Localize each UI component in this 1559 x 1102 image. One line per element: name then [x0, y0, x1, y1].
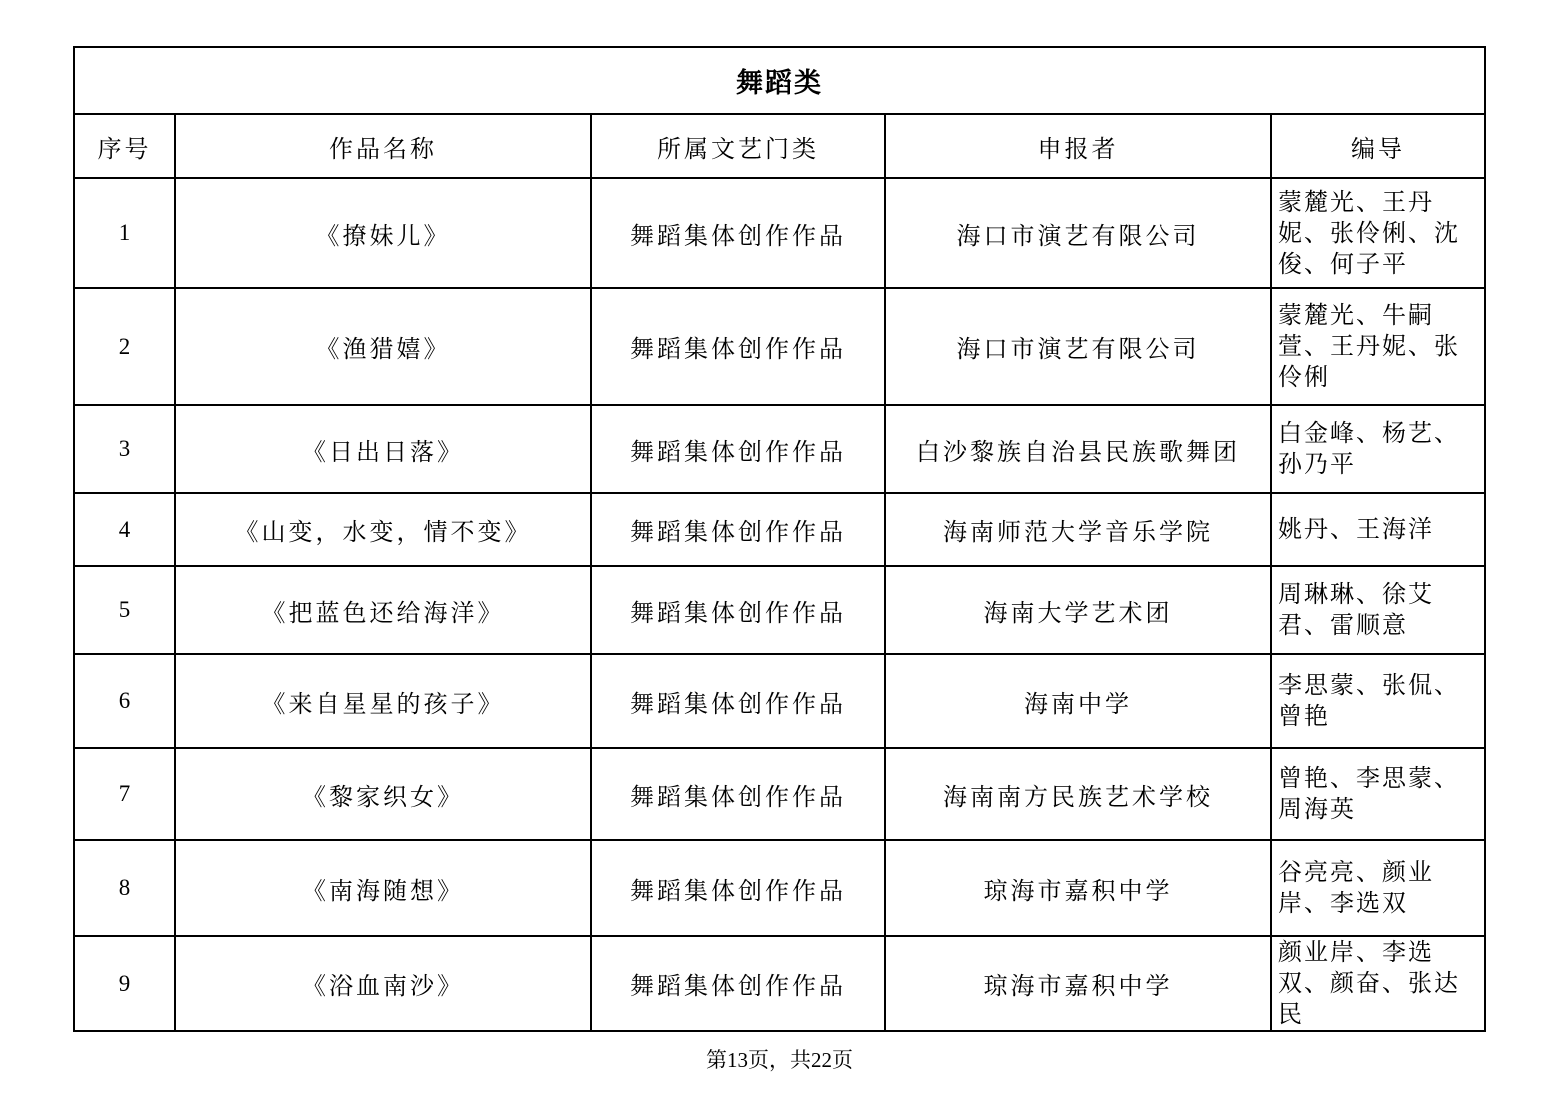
row-category: 舞蹈集体创作作品	[591, 748, 885, 840]
row-applicant: 海南南方民族艺术学校	[885, 748, 1271, 840]
table-title-row	[74, 47, 1485, 114]
row-choreographer: 李思蒙、张侃、曾艳	[1271, 654, 1485, 748]
row-category: 舞蹈集体创作作品	[591, 405, 885, 493]
table-row	[74, 936, 1485, 1031]
row-category: 舞蹈集体创作作品	[591, 840, 885, 936]
row-category: 舞蹈集体创作作品	[591, 654, 885, 748]
row-category: 舞蹈集体创作作品	[591, 936, 885, 1031]
row-applicant: 琼海市嘉积中学	[885, 936, 1271, 1031]
row-work-name: 《把蓝色还给海洋》	[175, 566, 591, 654]
row-work-name: 《撩妹儿》	[175, 178, 591, 288]
row-index: 7	[74, 748, 175, 840]
header-applicant: 申报者	[885, 114, 1271, 178]
header-work-name: 作品名称	[175, 114, 591, 178]
row-work-name: 《南海随想》	[175, 840, 591, 936]
row-applicant: 海南中学	[885, 654, 1271, 748]
header-index: 序号	[74, 114, 175, 178]
row-applicant: 海口市演艺有限公司	[885, 288, 1271, 405]
table-row	[74, 493, 1485, 566]
row-choreographer: 颜业岸、李选双、颜奋、张达民	[1271, 936, 1485, 1031]
row-choreographer: 曾艳、李思蒙、周海英	[1271, 748, 1485, 840]
row-index: 5	[74, 566, 175, 654]
table-row	[74, 748, 1485, 840]
row-work-name: 《山变，水变，情不变》	[175, 493, 591, 566]
table-title: 舞蹈类	[74, 47, 1485, 114]
row-choreographer: 周琳琳、徐艾君、雷顺意	[1271, 566, 1485, 654]
row-applicant: 琼海市嘉积中学	[885, 840, 1271, 936]
row-index: 2	[74, 288, 175, 405]
row-work-name: 《日出日落》	[175, 405, 591, 493]
table-row	[74, 840, 1485, 936]
table-row	[74, 405, 1485, 493]
row-work-name: 《来自星星的孩子》	[175, 654, 591, 748]
row-category: 舞蹈集体创作作品	[591, 288, 885, 405]
row-category: 舞蹈集体创作作品	[591, 493, 885, 566]
row-category: 舞蹈集体创作作品	[591, 566, 885, 654]
row-choreographer: 白金峰、杨艺、孙乃平	[1271, 405, 1485, 493]
table-row	[74, 288, 1485, 405]
row-index: 3	[74, 405, 175, 493]
row-applicant: 海口市演艺有限公司	[885, 178, 1271, 288]
row-choreographer: 蒙麓光、牛嗣萱、王丹妮、张伶俐	[1271, 288, 1485, 405]
row-index: 4	[74, 493, 175, 566]
row-applicant: 海南师范大学音乐学院	[885, 493, 1271, 566]
row-choreographer: 蒙麓光、王丹妮、张伶俐、沈俊、何子平	[1271, 178, 1485, 288]
row-work-name: 《浴血南沙》	[175, 936, 591, 1031]
row-work-name: 《渔猎嬉》	[175, 288, 591, 405]
page-number: 第13页，共22页	[706, 1048, 853, 1072]
row-choreographer: 谷亮亮、颜业岸、李选双	[1271, 840, 1485, 936]
table-row	[74, 178, 1485, 288]
row-category: 舞蹈集体创作作品	[591, 178, 885, 288]
works-table	[73, 46, 1486, 1032]
row-applicant: 海南大学艺术团	[885, 566, 1271, 654]
table-header-row	[74, 114, 1485, 178]
table-row	[74, 566, 1485, 654]
row-index: 1	[74, 178, 175, 288]
row-applicant: 白沙黎族自治县民族歌舞团	[885, 405, 1271, 493]
row-index: 9	[74, 936, 175, 1031]
header-choreographer: 编导	[1271, 114, 1485, 178]
row-index: 8	[74, 840, 175, 936]
row-work-name: 《黎家织女》	[175, 748, 591, 840]
row-index: 6	[74, 654, 175, 748]
table-row	[74, 654, 1485, 748]
header-category: 所属文艺门类	[591, 114, 885, 178]
row-choreographer: 姚丹、王海洋	[1271, 493, 1485, 566]
